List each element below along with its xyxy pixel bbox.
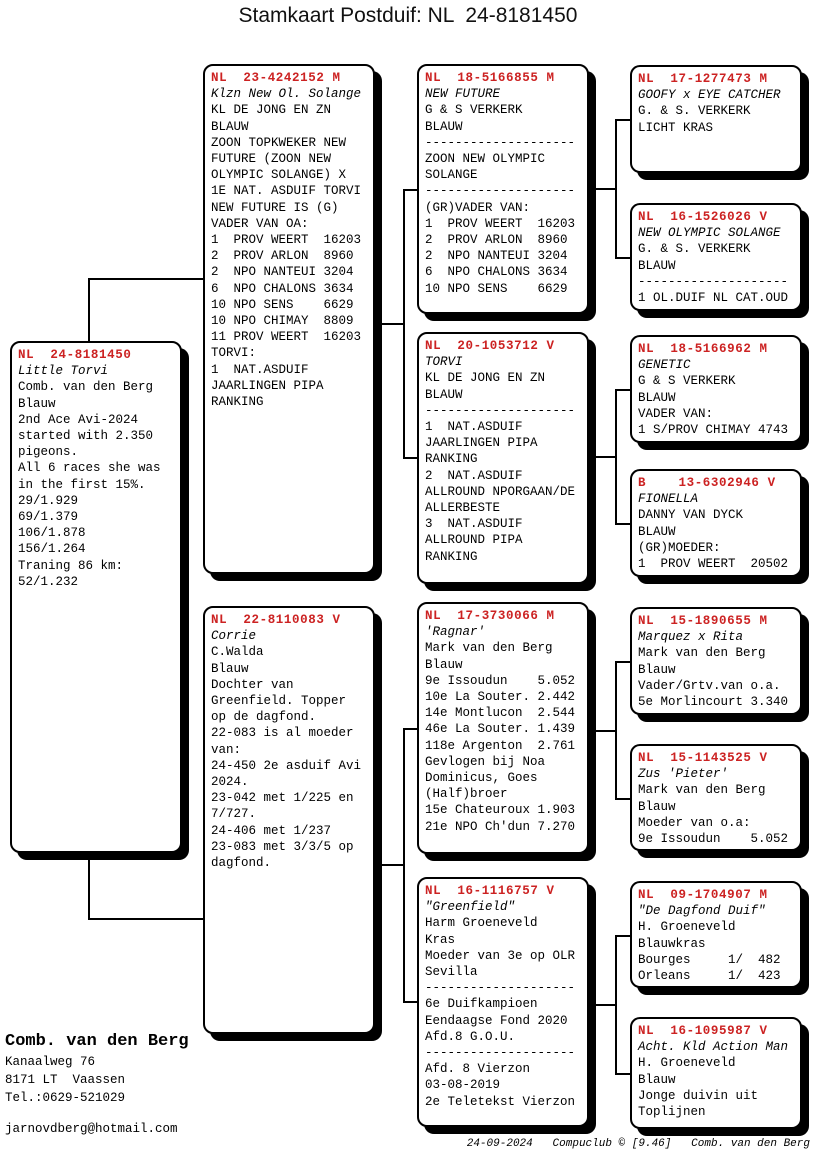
info-line: Afd.8 G.O.U. <box>425 1029 516 1044</box>
info-line: BLAUW <box>638 390 676 405</box>
pigeon-name: NEW FUTURE <box>425 87 501 102</box>
info-line: BLAUW <box>638 524 676 539</box>
pigeon-name: TORVI <box>425 355 463 370</box>
connector-line <box>591 188 616 190</box>
ring-number: NL 15-1890655 M <box>638 614 768 628</box>
info-line: 69/1.379 <box>18 510 79 525</box>
connector-line <box>591 1004 616 1006</box>
pigeon-name: Corrie <box>211 629 257 644</box>
pigeon-name: "Greenfield" <box>425 900 516 915</box>
info-line: -------------------- <box>425 135 576 150</box>
info-line: started with 2.350 <box>18 429 154 444</box>
connector-line <box>403 728 405 1003</box>
ring-number: NL 22-8110083 V <box>211 613 341 627</box>
info-line: Sevilla <box>425 965 478 980</box>
connector-line <box>615 119 631 121</box>
info-line: 1 PROV WEERT 20502 <box>638 557 789 572</box>
pedigree-box-grandmother-paternal <box>417 332 589 584</box>
info-line: Jonge duivin uit <box>638 1088 759 1103</box>
info-line: Dominicus, Goes <box>425 771 538 786</box>
info-line: 10 NPO SENS 6629 <box>211 297 354 312</box>
owner-address-line: Tel.:0629-521029 <box>5 1091 126 1105</box>
info-line: 106/1.878 <box>18 526 86 541</box>
info-line: Blauw <box>18 396 56 411</box>
info-line: 2024. <box>211 775 249 790</box>
info-line: Moeder van o.a: <box>638 815 751 830</box>
connector-line <box>615 661 631 663</box>
info-line: OLYMPIC SOLANGE) X <box>211 168 347 183</box>
info-line: 52/1.232 <box>18 574 79 589</box>
info-line: C.Walda <box>211 645 264 660</box>
pedigree-box-grandfather-paternal <box>417 64 589 314</box>
pigeon-name: NEW OLYMPIC SOLANGE <box>638 226 781 241</box>
connector-line <box>615 798 631 800</box>
pedigree-box-ggp-6 <box>630 744 802 851</box>
info-line: Kras <box>425 932 456 947</box>
ring-number: NL 18-5166962 M <box>638 342 768 356</box>
connector-line <box>88 918 204 920</box>
info-line: 2 NAT.ASDUIF <box>425 468 523 483</box>
ring-number: NL 16-1526026 V <box>638 210 768 224</box>
info-line: ALLROUND NPORGAAN/DE <box>425 484 576 499</box>
info-line: 46e La Souter. 1.439 <box>425 722 576 737</box>
info-line: 1 PROV WEERT 16203 <box>425 216 576 231</box>
info-line: Comb. van den Berg <box>18 380 154 395</box>
info-line: Blauw <box>638 799 676 814</box>
connector-line <box>615 389 631 391</box>
info-line: op de dagfond. <box>211 710 317 725</box>
info-line: 118e Argenton 2.761 <box>425 738 576 753</box>
info-line: Mark van den Berg <box>638 646 766 661</box>
info-line: Blauwkras <box>638 936 706 951</box>
pigeon-name: Marquez x Rita <box>638 630 744 645</box>
info-line: Mark van den Berg <box>425 641 553 656</box>
info-line: (Half)broer <box>425 787 508 802</box>
info-line: in the first 15%. <box>18 477 146 492</box>
info-line: Blauw <box>638 662 676 677</box>
owner-email: jarnovdberg@hotmail.com <box>5 1122 178 1136</box>
info-line: -------------------- <box>638 274 789 289</box>
info-line: SOLANGE <box>425 168 478 183</box>
info-line: ZOON TOPKWEKER NEW <box>211 135 347 150</box>
info-line: Blauw <box>638 1072 676 1087</box>
info-line: 2 NPO NANTEUI 3204 <box>425 249 568 264</box>
info-line: RANKING <box>211 395 264 410</box>
pedigree-box-ggp-3 <box>630 335 802 443</box>
info-line: 1 OL.DUIF NL CAT.OUD <box>638 291 789 306</box>
info-line: LICHT KRAS <box>638 120 714 135</box>
pedigree-box-grandmother-maternal <box>417 877 589 1127</box>
info-line: (GR)VADER VAN: <box>425 200 531 215</box>
info-line: Blauw <box>425 657 463 672</box>
connector-line <box>615 389 617 525</box>
pedigree-box-ggp-2 <box>630 203 802 311</box>
info-line: Dochter van <box>211 677 294 692</box>
info-line: 6 NPO CHALONS 3634 <box>211 281 354 296</box>
info-line: Orleans 1/ 423 <box>638 969 781 984</box>
info-line: DANNY VAN DYCK <box>638 508 744 523</box>
info-line: 7/727. <box>211 807 257 822</box>
pigeon-name: 'Ragnar' <box>425 625 486 640</box>
pigeon-name: GOOFY x EYE CATCHER <box>638 88 781 103</box>
connector-line <box>615 661 617 800</box>
ring-number: NL 24-8181450 <box>18 348 132 362</box>
ring-number: NL 09-1704907 M <box>638 888 768 902</box>
info-line: NEW FUTURE IS (G) <box>211 200 339 215</box>
info-line: 10 NPO CHIMAY 8809 <box>211 314 354 329</box>
info-line: 10 NPO SENS 6629 <box>425 281 568 296</box>
info-line: 6e Duifkampioen <box>425 997 538 1012</box>
ring-number: B 13-6302946 V <box>638 476 776 490</box>
info-line: Eendaagse Fond 2020 <box>425 1013 568 1028</box>
connector-line <box>615 257 631 259</box>
ring-number: NL 17-1277473 M <box>638 72 768 86</box>
connector-line <box>88 278 204 280</box>
info-line: 2 NPO NANTEUI 3204 <box>211 265 354 280</box>
connector-line <box>615 935 631 937</box>
pedigree-box-father <box>203 64 375 574</box>
info-line: 29/1.929 <box>18 493 79 508</box>
info-line: ZOON NEW OLYMPIC <box>425 152 546 167</box>
info-line: Bourges 1/ 482 <box>638 952 781 967</box>
connector-line <box>403 189 405 459</box>
pedigree-box-ggp-8 <box>630 1017 802 1129</box>
pedigree-box-ggp-5 <box>630 607 802 715</box>
info-line: H. Groeneveld <box>638 920 736 935</box>
info-line: BLAUW <box>425 387 463 402</box>
pigeon-name: "De Dagfond Duif" <box>638 904 766 919</box>
info-line: 156/1.264 <box>18 542 86 557</box>
owner-address-block <box>5 1031 189 1107</box>
info-line: G. & S. VERKERK <box>638 242 751 257</box>
info-line: 9e Issoudun 5.052 <box>425 673 576 688</box>
info-line: 24-450 2e asduif Avi <box>211 758 362 773</box>
connector-line <box>376 864 404 866</box>
info-line: Moeder van 3e op OLR <box>425 948 576 963</box>
ring-number: NL 15-1143525 V <box>638 751 768 765</box>
info-line: BLAUW <box>425 119 463 134</box>
info-line: BLAUW <box>638 258 676 273</box>
pedigree-box-ggp-4 <box>630 469 802 577</box>
connector-line <box>615 119 617 259</box>
connector-line <box>376 323 404 325</box>
info-line: JAARLINGEN PIPA <box>425 436 538 451</box>
pedigree-box-mother <box>203 606 375 1034</box>
info-line: 22-083 is al moeder <box>211 726 354 741</box>
ring-number: NL 23-4242152 M <box>211 71 341 85</box>
connector-line <box>615 523 631 525</box>
pigeon-name: GENETIC <box>638 358 691 373</box>
info-line: pigeons. <box>18 445 79 460</box>
info-line: 1 NAT.ASDUIF <box>425 420 523 435</box>
info-line: 03-08-2019 <box>425 1078 501 1093</box>
info-line: 1 NAT.ASDUIF <box>211 362 309 377</box>
info-line: Blauw <box>211 661 249 676</box>
info-line: Toplijnen <box>638 1105 706 1120</box>
pedigree-box-grandfather-maternal <box>417 602 589 854</box>
pigeon-name: Little Torvi <box>18 364 109 379</box>
footer-credits: 24-09-2024 Compuclub © [9.46] Comb. van den Berg <box>466 1138 810 1150</box>
connector-line <box>591 456 616 458</box>
info-line: -------------------- <box>425 184 576 199</box>
connector-line <box>591 730 616 732</box>
pedigree-box-ggp-1 <box>630 65 802 173</box>
info-line: TORVI: <box>211 346 257 361</box>
info-line: G & S VERKERK <box>638 374 736 389</box>
info-line: Afd. 8 Vierzon <box>425 1062 531 1077</box>
info-line: (GR)MOEDER: <box>638 540 721 555</box>
ring-number: NL 20-1053712 V <box>425 339 555 353</box>
info-line: 3 NAT.ASDUIF <box>425 517 523 532</box>
info-line: 23-083 met 3/3/5 op <box>211 839 354 854</box>
info-line: JAARLINGEN PIPA <box>211 378 324 393</box>
info-line: 2 PROV ARLON 8960 <box>425 233 568 248</box>
info-line: 1 PROV WEERT 16203 <box>211 233 362 248</box>
info-line: 21e NPO Ch'dun 7.270 <box>425 819 576 834</box>
pigeon-name: Acht. Kld Action Man <box>638 1040 789 1055</box>
ring-number: NL 17-3730066 M <box>425 609 555 623</box>
info-line: 2nd Ace Avi-2024 <box>18 412 139 427</box>
info-line: RANKING <box>425 549 478 564</box>
connector-line <box>615 1073 631 1075</box>
info-line: Gevlogen bij Noa <box>425 754 546 769</box>
info-line: KL DE JONG EN ZN <box>211 103 332 118</box>
info-line: -------------------- <box>425 1046 576 1061</box>
info-line: RANKING <box>425 452 478 467</box>
owner-address-line: Kanaalweg 76 <box>5 1055 96 1069</box>
info-line: 9e Issoudun 5.052 <box>638 832 789 847</box>
info-line: Greenfield. Topper <box>211 694 347 709</box>
owner-name: Comb. van den Berg <box>5 1032 189 1051</box>
info-line: Mark van den Berg <box>638 783 766 798</box>
connector-line <box>88 278 90 342</box>
info-line: G & S VERKERK <box>425 103 523 118</box>
info-line: All 6 races she was <box>18 461 161 476</box>
info-line: van: <box>211 742 242 757</box>
info-line: 1 S/PROV CHIMAY 4743 <box>638 423 789 438</box>
info-line: G. & S. VERKERK <box>638 104 751 119</box>
info-line: 15e Chateuroux 1.903 <box>425 803 576 818</box>
info-line: 11 PROV WEERT 16203 <box>211 330 362 345</box>
info-line: ALLROUND PIPA <box>425 533 523 548</box>
info-line: BLAUW <box>211 119 249 134</box>
ring-number: NL 16-1116757 V <box>425 884 555 898</box>
connector-line <box>615 935 617 1075</box>
pigeon-name: Klzn New Ol. Solange <box>211 87 362 102</box>
info-line: VADER VAN: <box>638 406 714 421</box>
ring-number: NL 16-1095987 V <box>638 1024 768 1038</box>
pigeon-name: Zus 'Pieter' <box>638 767 729 782</box>
info-line: -------------------- <box>425 403 576 418</box>
info-line: FUTURE (ZOON NEW <box>211 152 332 167</box>
pedigree-box-ggp-7 <box>630 881 802 988</box>
info-line: 5e Morlincourt 3.340 <box>638 695 789 710</box>
owner-address-line: 8171 LT Vaassen <box>5 1073 126 1087</box>
page-title: Stamkaart Postduif: NL 24-8181450 <box>238 4 578 27</box>
info-line: 2 PROV ARLON 8960 <box>211 249 354 264</box>
info-line: ALLERBESTE <box>425 501 501 516</box>
info-line: 6 NPO CHALONS 3634 <box>425 265 568 280</box>
info-line: 1E NAT. ASDUIF TORVI <box>211 184 362 199</box>
info-line: KL DE JONG EN ZN <box>425 371 546 386</box>
pedigree-box-subject <box>10 341 182 853</box>
info-line: VADER VAN OA: <box>211 216 309 231</box>
info-line: 2e Teletekst Vierzon <box>425 1094 576 1109</box>
info-line: 23-042 met 1/225 en <box>211 791 354 806</box>
pigeon-name: FIONELLA <box>638 492 699 507</box>
info-line: Traning 86 km: <box>18 558 124 573</box>
info-line: dagfond. <box>211 856 272 871</box>
info-line: 10e La Souter. 2.442 <box>425 690 576 705</box>
info-line: 14e Montlucon 2.544 <box>425 706 576 721</box>
info-line: H. Groeneveld <box>638 1056 736 1071</box>
ring-number: NL 18-5166855 M <box>425 71 555 85</box>
info-line: -------------------- <box>425 981 576 996</box>
info-line: 24-406 met 1/237 <box>211 823 332 838</box>
info-line: Vader/Grtv.van o.a. <box>638 678 781 693</box>
connector-line <box>88 852 90 920</box>
info-line: Harm Groeneveld <box>425 916 538 931</box>
